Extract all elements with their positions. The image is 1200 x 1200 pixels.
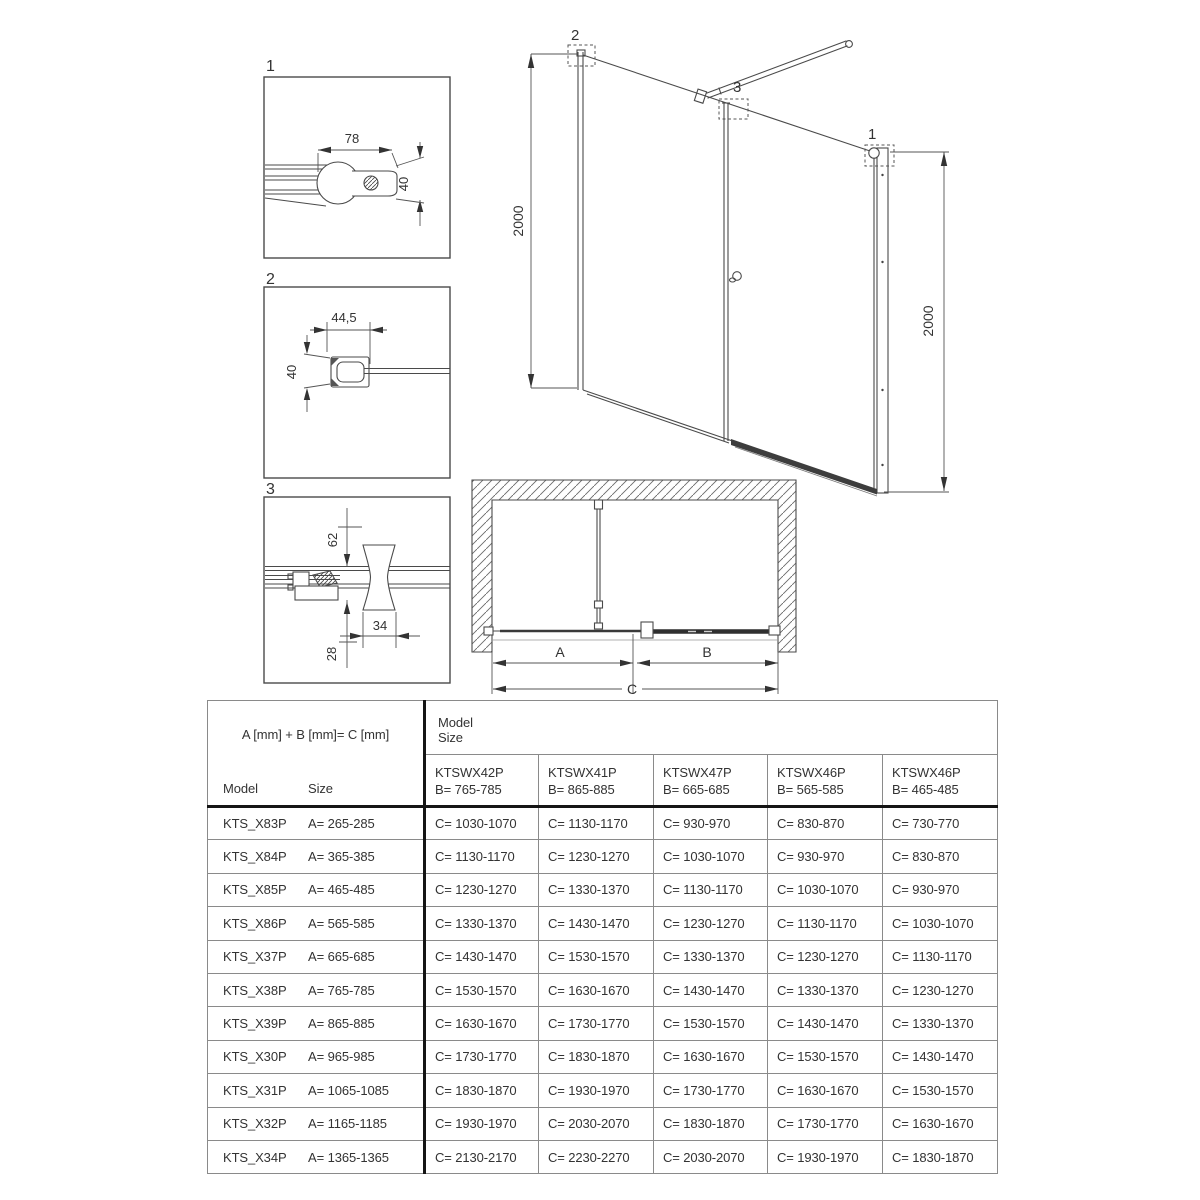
dim-28-label: 28 bbox=[324, 646, 339, 662]
model-size-cell bbox=[208, 1140, 425, 1173]
c-range-cell: C= 1330-1370 bbox=[654, 940, 768, 973]
model-column-header: Model bbox=[223, 781, 258, 796]
column-model: KTSWX47P bbox=[663, 764, 732, 780]
detail-1-label: 1 bbox=[266, 58, 275, 75]
c-range-cell: C= 1230-1270 bbox=[654, 907, 768, 940]
plan-glass-line bbox=[493, 631, 778, 640]
c-range-cell: C= 1730-1770 bbox=[539, 1007, 654, 1040]
dimension-a bbox=[492, 634, 633, 694]
model-code: KTS_X83P bbox=[223, 816, 287, 832]
c-range-cell: C= 2030-2070 bbox=[539, 1107, 654, 1140]
c-range-cell: C= 830-870 bbox=[768, 807, 883, 840]
c-range-cell: C= 1330-1370 bbox=[425, 907, 539, 940]
right-wall-profile bbox=[869, 148, 888, 493]
c-range-cell: C= 1830-1870 bbox=[425, 1074, 539, 1107]
model-code: KTS_X32P bbox=[223, 1116, 287, 1132]
column-model: KTSWX42P bbox=[435, 764, 504, 780]
c-range-cell: C= 1930-1970 bbox=[425, 1107, 539, 1140]
column-b-range: B= 665-685 bbox=[663, 781, 730, 797]
size-table-body bbox=[208, 807, 998, 1174]
column-header-3 bbox=[768, 755, 883, 807]
model-size-cell bbox=[208, 873, 425, 906]
detail-panel-1 bbox=[264, 58, 450, 258]
c-range-cell: C= 1530-1570 bbox=[768, 1040, 883, 1073]
a-range: A= 1365-1365 bbox=[308, 1149, 389, 1165]
c-range-cell: C= 1130-1170 bbox=[654, 873, 768, 906]
c-range-cell: C= 1930-1970 bbox=[768, 1140, 883, 1173]
corner-line2: Size bbox=[438, 730, 463, 745]
c-range-cell: C= 1630-1670 bbox=[768, 1074, 883, 1107]
detail-panel-3 bbox=[264, 481, 450, 683]
model-code: KTS_X39P bbox=[223, 1016, 287, 1032]
detail-2-label: 2 bbox=[266, 271, 275, 288]
c-range-cell: C= 1630-1670 bbox=[425, 1007, 539, 1040]
c-range-cell: C= 1330-1370 bbox=[539, 873, 654, 906]
c-range-cell: C= 1630-1670 bbox=[883, 1107, 998, 1140]
callout-boxes bbox=[568, 45, 894, 166]
column-b-range: B= 465-485 bbox=[892, 781, 959, 797]
c-range-cell: C= 1730-1770 bbox=[654, 1074, 768, 1107]
formula-label: A [mm] + B [mm]= C [mm] bbox=[241, 727, 390, 742]
column-header-0 bbox=[425, 755, 539, 807]
a-range: A= 865-885 bbox=[308, 1016, 375, 1032]
dimension-height-left bbox=[510, 54, 577, 388]
plan-right-clamp bbox=[769, 626, 780, 635]
dim-a-label: A bbox=[555, 644, 565, 660]
table-row bbox=[208, 1040, 998, 1073]
dimension-44-5 bbox=[310, 310, 387, 364]
dim-b-label: B bbox=[702, 644, 712, 660]
c-range-cell: C= 2130-2170 bbox=[425, 1140, 539, 1173]
column-model: KTSWX46P bbox=[892, 764, 961, 780]
screw-section bbox=[313, 571, 337, 587]
table-row bbox=[208, 840, 998, 873]
a-range: A= 1165-1185 bbox=[308, 1116, 387, 1132]
dim-78-label: 78 bbox=[344, 131, 360, 146]
dimension-34 bbox=[340, 612, 420, 648]
dimension-c bbox=[493, 681, 778, 697]
a-range: A= 965-985 bbox=[308, 1049, 375, 1065]
model-code: KTS_X38P bbox=[223, 982, 287, 998]
c-range-cell: C= 1430-1470 bbox=[654, 973, 768, 1006]
model-size-cell bbox=[208, 807, 425, 840]
size-column-header: Size bbox=[308, 781, 333, 796]
c-range-cell: C= 1930-1970 bbox=[539, 1074, 654, 1107]
dimension-b bbox=[637, 644, 778, 694]
c-range-cell: C= 1530-1570 bbox=[654, 1007, 768, 1040]
c-range-cell: C= 1830-1870 bbox=[539, 1040, 654, 1073]
front-view bbox=[510, 27, 949, 496]
height-right-label: 2000 bbox=[920, 305, 936, 337]
a-range: A= 765-785 bbox=[308, 982, 375, 998]
model-code: KTS_X85P bbox=[223, 882, 287, 898]
wall-section bbox=[472, 480, 796, 652]
model-code: KTS_X84P bbox=[223, 849, 287, 865]
c-range-cell: C= 1430-1470 bbox=[539, 907, 654, 940]
table-row bbox=[208, 1140, 998, 1173]
a-range: A= 365-385 bbox=[308, 849, 375, 865]
model-code: KTS_X34P bbox=[223, 1149, 287, 1165]
dim-40b-label: 40 bbox=[284, 364, 299, 380]
table-row bbox=[208, 940, 998, 973]
model-size-cell bbox=[208, 1007, 425, 1040]
c-range-cell: C= 1830-1870 bbox=[883, 1140, 998, 1173]
model-size-cell bbox=[208, 907, 425, 940]
c-range-cell: C= 1430-1470 bbox=[768, 1007, 883, 1040]
c-range-cell: C= 930-970 bbox=[883, 873, 998, 906]
model-code: KTS_X30P bbox=[223, 1049, 287, 1065]
c-range-cell: C= 1030-1070 bbox=[883, 907, 998, 940]
model-code: KTS_X37P bbox=[223, 949, 287, 965]
a-range: A= 465-485 bbox=[308, 882, 375, 898]
c-range-cell: C= 1330-1370 bbox=[768, 973, 883, 1006]
c-range-cell: C= 1530-1570 bbox=[883, 1074, 998, 1107]
c-range-cell: C= 930-970 bbox=[654, 807, 768, 840]
c-range-cell: C= 1230-1270 bbox=[425, 873, 539, 906]
column-b-range: B= 565-585 bbox=[777, 781, 844, 797]
model-size-cell bbox=[208, 973, 425, 1006]
a-range: A= 565-585 bbox=[308, 915, 375, 931]
c-range-cell: C= 1430-1470 bbox=[883, 1040, 998, 1073]
model-size-cell bbox=[208, 940, 425, 973]
dim-40-label: 40 bbox=[396, 176, 411, 192]
dimension-40 bbox=[396, 142, 424, 226]
dimension-40b bbox=[284, 335, 330, 412]
plan-support-bar bbox=[595, 500, 603, 629]
hinge-knob bbox=[363, 545, 395, 610]
detail-panel-2 bbox=[264, 271, 450, 478]
c-range-cell: C= 1730-1770 bbox=[768, 1107, 883, 1140]
a-range: A= 1065-1085 bbox=[308, 1082, 389, 1098]
c-range-cell: C= 1630-1670 bbox=[654, 1040, 768, 1073]
model-code: KTS_X86P bbox=[223, 915, 287, 931]
c-range-cell: C= 1830-1870 bbox=[654, 1107, 768, 1140]
height-left-label: 2000 bbox=[510, 205, 526, 237]
table-row bbox=[208, 807, 998, 840]
plan-door-handle bbox=[641, 622, 653, 638]
dim-c-label: C bbox=[626, 681, 638, 697]
c-range-cell: C= 1130-1170 bbox=[425, 840, 539, 873]
plan-left-clamp bbox=[484, 627, 493, 635]
column-b-range: B= 865-885 bbox=[548, 781, 615, 797]
dimension-62 bbox=[325, 508, 362, 566]
model-size-header bbox=[425, 701, 998, 755]
model-code: KTS_X31P bbox=[223, 1082, 287, 1098]
left-wall-profile bbox=[577, 50, 585, 390]
c-range-cell: C= 1030-1070 bbox=[768, 873, 883, 906]
dim-34-label: 34 bbox=[372, 618, 388, 633]
support-bar bbox=[694, 41, 852, 104]
dimension-height-right bbox=[884, 152, 949, 492]
screw-icon bbox=[364, 176, 378, 190]
detail-1-frame bbox=[264, 77, 450, 258]
column-model: KTSWX46P bbox=[777, 764, 846, 780]
c-range-cell: C= 1530-1570 bbox=[425, 973, 539, 1006]
door-knob bbox=[730, 272, 742, 282]
wall-profile-section bbox=[331, 357, 450, 387]
model-size-cell bbox=[208, 1074, 425, 1107]
model-size-cell bbox=[208, 1040, 425, 1073]
hinge-profile bbox=[722, 103, 730, 441]
c-range-cell: C= 1630-1670 bbox=[539, 973, 654, 1006]
c-range-cell: C= 2030-2070 bbox=[654, 1140, 768, 1173]
c-range-cell: C= 1230-1270 bbox=[768, 940, 883, 973]
callout-1: 1 bbox=[868, 126, 877, 143]
callout-3: 3 bbox=[733, 79, 742, 96]
c-range-cell: C= 1730-1770 bbox=[425, 1040, 539, 1073]
c-range-cell: C= 2230-2270 bbox=[539, 1140, 654, 1173]
model-size-cell bbox=[208, 1107, 425, 1140]
table-row bbox=[208, 1007, 998, 1040]
column-model: KTSWX41P bbox=[548, 764, 617, 780]
c-range-cell: C= 1030-1070 bbox=[654, 840, 768, 873]
c-range-cell: C= 730-770 bbox=[883, 807, 998, 840]
c-range-cell: C= 1130-1170 bbox=[883, 940, 998, 973]
model-size-cell bbox=[208, 840, 425, 873]
table-row bbox=[208, 873, 998, 906]
c-range-cell: C= 830-870 bbox=[883, 840, 998, 873]
hinge-clamp-parts bbox=[288, 571, 338, 600]
a-range: A= 665-685 bbox=[308, 949, 375, 965]
wall-bracket-section bbox=[317, 162, 397, 204]
detail-3-label: 3 bbox=[266, 481, 275, 498]
column-b-range: B= 765-785 bbox=[435, 781, 502, 797]
dim-62-label: 62 bbox=[325, 532, 340, 548]
c-range-cell: C= 1530-1570 bbox=[539, 940, 654, 973]
plan-view bbox=[472, 480, 796, 697]
c-range-cell: C= 1030-1070 bbox=[425, 807, 539, 840]
table-row bbox=[208, 973, 998, 1006]
table-row bbox=[208, 1074, 998, 1107]
table-row bbox=[208, 907, 998, 940]
dim-44-5-label: 44,5 bbox=[331, 310, 357, 325]
a-range: A= 265-285 bbox=[308, 816, 375, 832]
column-header-1 bbox=[539, 755, 654, 807]
c-range-cell: C= 1330-1370 bbox=[883, 1007, 998, 1040]
column-header-2 bbox=[654, 755, 768, 807]
c-range-cell: C= 1230-1270 bbox=[883, 973, 998, 1006]
table-row bbox=[208, 1107, 998, 1140]
corner-line1: Model bbox=[438, 715, 473, 730]
size-table bbox=[207, 700, 997, 1174]
column-header-4 bbox=[883, 755, 998, 807]
c-range-cell: C= 1130-1170 bbox=[768, 907, 883, 940]
table-corner-cell bbox=[208, 701, 425, 807]
c-range-cell: C= 1130-1170 bbox=[539, 807, 654, 840]
callout-2: 2 bbox=[571, 27, 580, 44]
c-range-cell: C= 1230-1270 bbox=[539, 840, 654, 873]
c-range-cell: C= 930-970 bbox=[768, 840, 883, 873]
c-range-cell: C= 1430-1470 bbox=[425, 940, 539, 973]
